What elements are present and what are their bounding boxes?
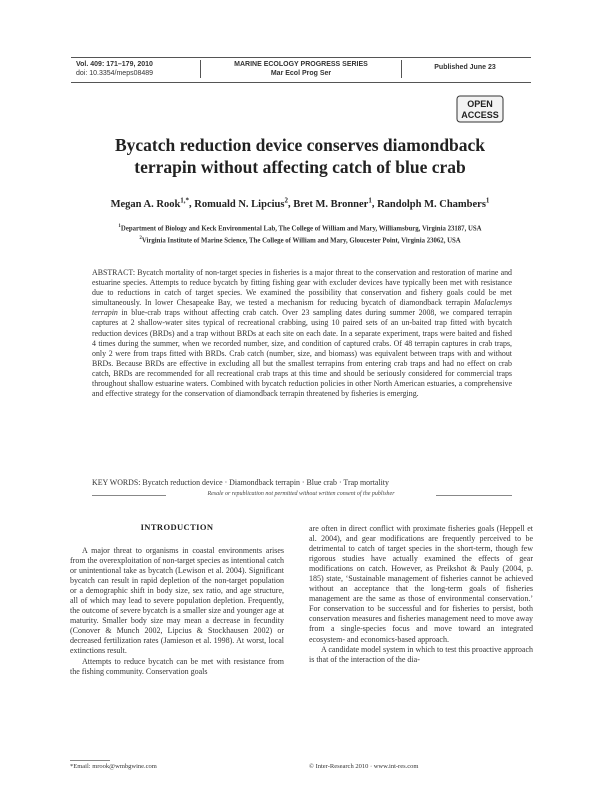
resale-notice: Resale or republication not permitted without written consent of the publisher — [207, 491, 395, 497]
doi[interactable]: doi: 10.3354/meps08489 — [76, 70, 154, 77]
divider-left — [92, 495, 166, 496]
volume-info: Vol. 409: 171–179, 2010 — [76, 61, 153, 68]
author-list: Megan A. Rook$^{1,*}$, Romuald N. Lipcius$^2$, Bret M. Bronner$^1$, Randolph M. Chambers$^1$ — [110, 196, 490, 210]
author-2: Romuald N. Lipcius$^2$ — [194, 196, 288, 210]
abstract: ABSTRACT: Bycatch mortality of non-target species in fisheries is a major threat to the conservation and restoration of marine and estuarine species. Attempts to reduce bycatch by fitting fishing gear with excluder devices have typically been met with resistance due to reductions in catch of target species. We examined the possibility that conservation and fishery goals could be met simultaneously. In lower Chesapeake Bay, we tested a mechanism for reducing bycatch of diamondback terrapin Malaclemys terrapin in blue-crab traps without affecting crab catch. Over 23 sampling dates during summer 2008, we compared terrapin captures at 2 shallow-water sites typical of recreational crabbing, using 10 paired sets of an un-baited trap fitted with bycatch reduction devices (BRDs) and a trap without BRDs at each site on each date. In a separate experiment, traps were baited and fished 4 times during the summer, when we recorded number, size, and condition of captured crabs. Of 48 terrapin captures in crab traps, only 2 were from traps fitted with BRDs. Crab catch (number, size, and biomass) was equivalent between traps with and without BRDs. Because BRDs are effective in excluding all but the smallest terrapins from entering crab traps and had no effect on crab catch, BRDs are recommended for all recreational crab traps at this time and should be seriously considered for commercial traps throughout shallow estuarine waters. Combined with bycatch reduction policies in other North American estuaries, a comprehensive and effective strategy for the conservation of diamondback terrapin threatened by fisheries is emerging. — [92, 268, 512, 399]
body-column-left — [70, 546, 284, 677]
published-date: Published June 23 — [434, 64, 496, 71]
section-heading-introduction: INTRODUCTION — [140, 522, 214, 532]
affiliation-1: $^1$Department of Biology and Keck Environmental Lab, The College of William and Mary, Williamsburg, Virginia 23187, USA — [118, 224, 482, 233]
footnote-divider — [70, 760, 110, 761]
journal-abbrev: Mar Ecol Prog Ser — [270, 70, 332, 77]
paragraph: A major threat to organisms in coastal environments arises from the overexploitation of non-target species as intentional catch or unintentional take as bycatch (Lewison et al. 2004). Significant bycatch can result in rapid depletion of the non-target population or a demographic shift in body size, sex ratio, and age structure, all of which may lead to severe population depletion. Frequently, the outcome of severe bycatch is a smaller size and younger age at maturity. Smaller body size may mean a decrease in fecundity (Conover & Munch 2002, Lipcius & Stockhausen 2002) or decreased fertilization rates (Jamieson et al. 1998). At worst, local extinctions result. — [70, 546, 285, 656]
keywords-label: KEY WORDS: — [92, 478, 141, 487]
title-line-1: Bycatch reduction device conserves diamondback — [114, 135, 486, 155]
paragraph: are often in direct conflict with proximate fisheries goals (Heppell et al. 2004), and gear modifications are frequently perceived to be detrimental to catch of target species in the short-term, though few rigorous studies have actually examined the effects of gear modifications on catch. However, as Preikshot & Pauly (2004, p. 185) state, ‘Sustainable management of fisheries cannot be achieved without an acceptance that the long-term goals of fisheries management are the same as those of environmental conservation.’ For conservation to be successful and for fisheries to persist, both conservation measures and fisheries management need to move away from a single-species focus and move toward an integrated ecosystem- and economics-based approach. — [309, 524, 533, 644]
divider-right — [436, 495, 512, 496]
author-4: Randolph M. Chambers$^1$ — [377, 196, 490, 210]
corresponding-email[interactable]: *Email: mrook@wmbgwine.com — [70, 763, 157, 770]
author-3: Bret M. Bronner$^1$ — [293, 196, 372, 210]
species-name: Malaclemys terrapin — [92, 298, 512, 318]
journal-name-block — [200, 60, 402, 78]
open-access-line2: ACCESS — [461, 110, 499, 120]
open-access-badge[interactable] — [456, 95, 504, 123]
journal-full-name: MARINE ECOLOGY PROGRESS SERIES — [234, 61, 368, 68]
author-1: Megan A. Rook$^{1,*}$ — [110, 196, 190, 210]
open-access-line1: OPEN — [467, 99, 493, 109]
body-column-right — [309, 524, 533, 665]
affiliation-2: $^2$Virginia Institute of Marine Science, The College of William and Mary, Gloucester Point, Virginia 23062, USA — [139, 235, 461, 245]
citation-block — [76, 60, 153, 78]
article-title — [60, 134, 540, 178]
abstract-label: ABSTRACT: — [92, 268, 136, 277]
affiliations — [60, 222, 540, 246]
keywords: KEY WORDS: Bycatch reduction device · Diamondback terrapin · Blue crab · Trap mortality — [92, 478, 389, 487]
title-line-2: terrapin without affecting catch of blue crab — [134, 157, 466, 177]
paragraph: Attempts to reduce bycatch can be met with resistance from the fishing community. Conservation goals — [70, 656, 284, 676]
paragraph: A candidate model system in which to test this proactive approach is that of the interaction of the dia- — [309, 644, 533, 664]
copyright: © Inter-Research 2010 · www.int-res.com — [309, 763, 419, 770]
